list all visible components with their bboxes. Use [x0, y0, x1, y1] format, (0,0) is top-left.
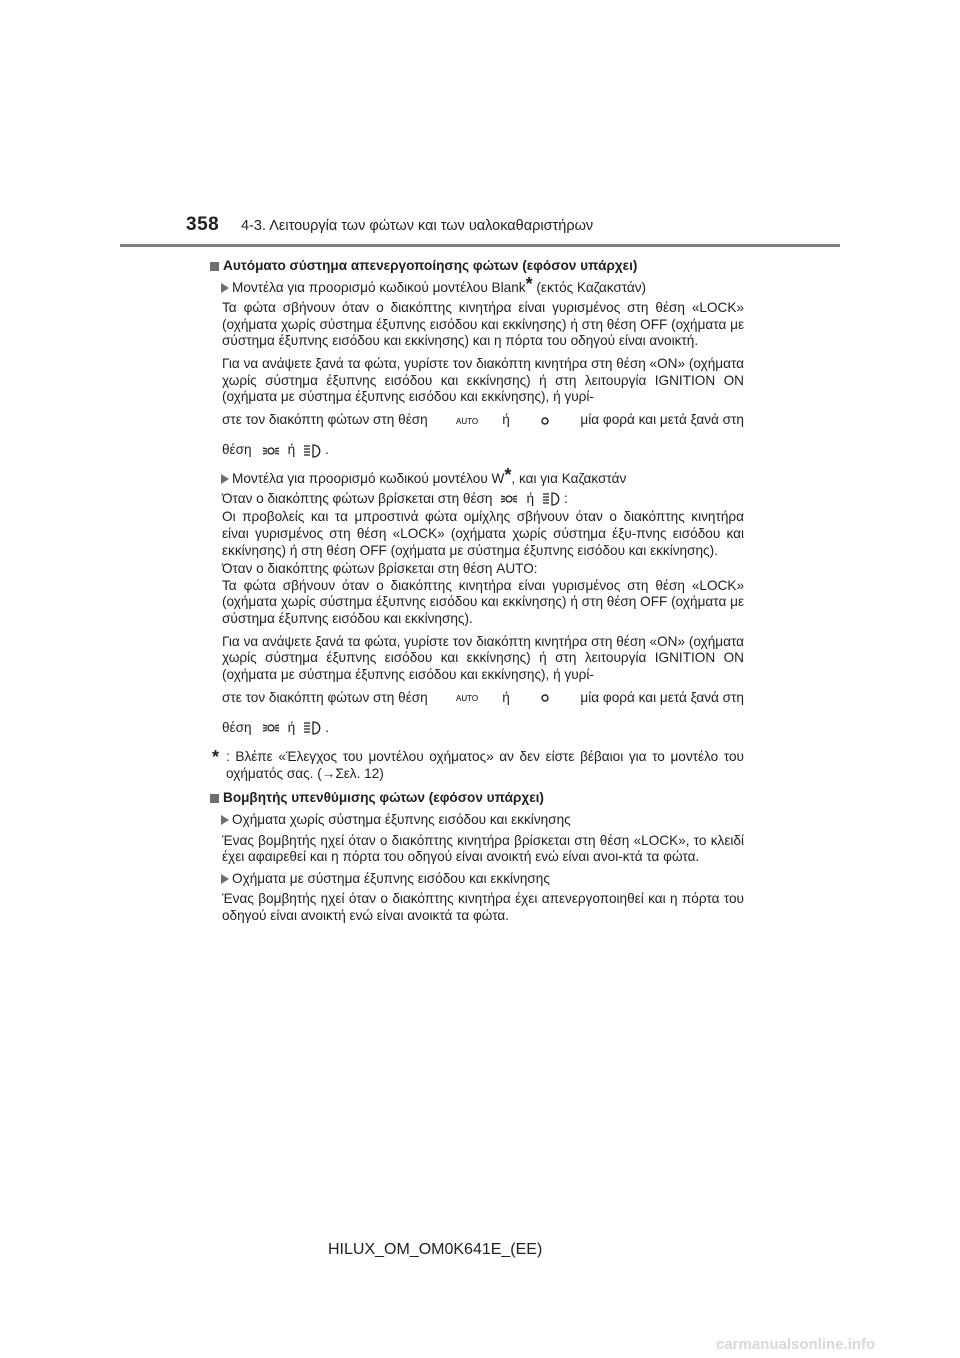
tail-light-icon — [262, 445, 280, 457]
square-bullet-icon — [210, 794, 219, 803]
paragraph: Για να ανάψετε ξανά τα φώτα, γυρίστε τον διακόπτη κινητήρα στη θέση «ON» (οχήματα χωρίς σύστημα έξυπνης εισόδου και εκκίνησης) ή στη λειτουργία IGNITION ON (οχήματα με σύστημα έξυπνης εισόδου και εκκίνησης), ή γυρί- — [222, 355, 744, 405]
subheading-text: Οχήματα χωρίς σύστημα έξυπνης εισόδου και εκκίνησης — [232, 812, 571, 828]
subheading-text: Οχήματα με σύστημα έξυπνης εισόδου και εκκίνησης — [232, 870, 550, 886]
triangle-bullet-icon — [221, 283, 229, 293]
paragraph: Τα φώτα σβήνουν όταν ο διακόπτης κινητήρα είναι γυρισμένος στη θέση «LOCK» (οχήματα χωρίς σύστημα έξυπνης εισόδου και εκκίνησης) ή στη θέση OFF (οχήματα με σύστημα έξυπνης εισόδου και εκκίνησης). — [222, 577, 744, 626]
paragraph: Όταν ο διακόπτης φώτων βρίσκεται στη θέση AUTO: — [222, 561, 538, 577]
triangle-bullet-icon — [221, 874, 229, 884]
watermark: carmanualsonline.info — [716, 1336, 876, 1353]
paragraph: Οι προβολείς και τα μπροστινά φώτα ομίχλης σβήνουν όταν ο διακόπτης κινητήρα είναι γυρισμένος στη θέση «LOCK» (οχήματα χωρίς σύστημα έξυ-πνης εισόδου και εκκίνησης) ή στη θέση OFF (οχήματα με σύστημα έξυπνης εισόδου και εκκίνησης). — [222, 509, 744, 558]
subheading — [210, 273, 744, 297]
svg-text:AUTO: AUTO — [456, 694, 479, 704]
icon-text-line: στε τον διακόπτη φώτων στη θέση AUTO ή μία φορά και μετά ξανά στη — [222, 689, 744, 705]
tail-light-icon — [500, 493, 518, 505]
header-divider — [120, 244, 840, 247]
paragraph: Τα φώτα σβήνουν όταν ο διακόπτης κινητήρα είναι γυρισμένος στη θέση «LOCK» (οχήματα χωρίς σύστημα έξυπνης εισόδου και εκκίνησης) ή στη θέση OFF (οχήματα με σύστημα έξυπνης εισόδου και εκκίνησης) και η πόρτα του οδηγού είναι ανοικτή. — [222, 300, 744, 349]
headlight-icon — [303, 444, 323, 458]
icon-text-line: θέση ή . — [222, 719, 329, 735]
light-off-icon — [538, 691, 552, 705]
auto-light-icon — [456, 416, 479, 426]
paragraph: Ένας βομβητής ηχεί όταν ο διακόπτης κινητήρα έχει απενεργοποιηθεί και η πόρτα του οδηγού είναι ανοικτή ενώ είναι ανοικτά τα φώτα. — [222, 891, 744, 924]
document-code: HILUX_OM_OM0K641E_(EE) — [328, 1241, 543, 1258]
subheading — [210, 812, 744, 829]
page-content — [210, 258, 744, 925]
headlight-icon — [542, 492, 562, 506]
auto-light-icon — [456, 693, 479, 704]
icon-text-line: στε τον διακόπτη φώτων στη θέση AUTO ή μία φορά και μετά ξανά στη — [222, 412, 744, 428]
triangle-bullet-icon — [221, 474, 229, 484]
square-bullet-icon — [210, 262, 219, 271]
section-heading — [210, 790, 744, 807]
headlight-icon — [303, 721, 323, 735]
subheading-text: Μοντέλα για προορισμό κωδικού μοντέλου Blank* (εκτός Καζακστάν) — [232, 273, 647, 295]
tail-light-icon — [262, 722, 280, 734]
paragraph: Ένας βομβητής ηχεί όταν ο διακόπτης κινητήρα βρίσκεται στη θέση «LOCK», το κλειδί έχει αφαιρεθεί και η πόρτα του οδηγού είναι ανοικτή ενώ είναι ανοι-κτά τα φώτα. — [222, 832, 744, 865]
footnote-text: : Βλέπε «Έλεγχος του μοντέλου οχήματος» αν δεν είστε βέβαιοι για το μοντέλο του οχήματός σας. (→Σελ. 12) — [226, 749, 744, 781]
subheading-text: Μοντέλα για προορισμό κωδικού μοντέλου W*, και για Καζακστάν — [232, 464, 627, 486]
light-off-icon — [538, 414, 552, 428]
section-heading — [210, 258, 744, 275]
icon-text-line: θέση ή . — [222, 442, 329, 458]
icon-text-line: Όταν ο διακόπτης φώτων βρίσκεται στη θέση ή : — [222, 491, 568, 507]
heading-text: Αυτόματο σύστημα απενεργοποίησης φώτων (εφόσον υπάρχει) — [223, 258, 638, 273]
triangle-bullet-icon — [221, 815, 229, 825]
footnote-mark: * — [212, 747, 220, 768]
subheading — [210, 871, 744, 888]
heading-text: Βομβητής υπενθύμισης φώτων (εφόσον υπάρχει) — [223, 790, 544, 806]
page-number: 358 — [186, 214, 220, 235]
paragraph: Για να ανάψετε ξανά τα φώτα, γυρίστε τον διακόπτη κινητήρα στη θέση «ON» (οχήματα χωρίς σύστημα έξυπνης εισόδου και εκκίνησης) ή στη λειτουργία IGNITION ON (οχήματα με σύστημα έξυπνης εισόδου και εκκίνησης), ή γυρί- — [222, 633, 744, 682]
footnote — [210, 749, 744, 782]
svg-text:AUTO: AUTO — [456, 416, 479, 426]
subheading — [210, 464, 744, 488]
section-title: 4-3. Λειτουργία των φώτων και των υαλοκαθαριστήρων — [241, 218, 594, 234]
